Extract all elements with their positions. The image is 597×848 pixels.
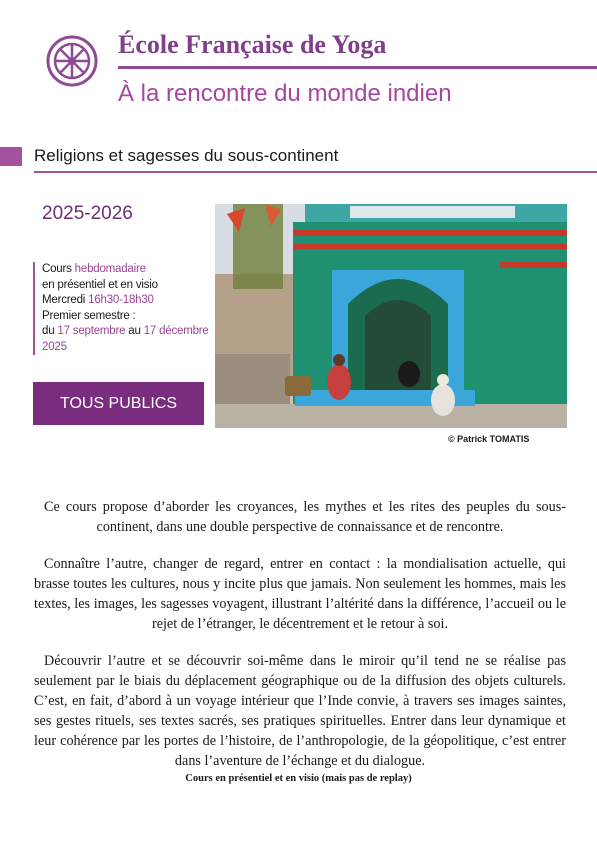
- section-divider: [34, 171, 597, 173]
- description-paragraph: Connaître l’autre, changer de regard, entrer en contact : la mondialisation actuelle, qui brasse toutes les cultures, nous y incite plus que jamais. Non seulement les hommes, mais les textes, les images, les sagesses voyagent, illustrant l’altérité dans la différence, l’accueil ou le rejet de l’étranger, le décentrement et le retour à soi.: [34, 556, 566, 632]
- info-schedule: Mercredi 16h30-18h30: [42, 294, 154, 306]
- info-format: en présentiel et en visio: [42, 278, 158, 291]
- school-title: École Française de Yoga: [118, 30, 387, 59]
- temple-photo: [215, 204, 567, 428]
- footer-note: Cours en présentiel et en visio (mais pas de replay): [185, 773, 412, 784]
- audience-badge: TOUS PUBLICS: [33, 382, 204, 425]
- course-info: [33, 262, 212, 355]
- description-paragraph: Ce cours propose d’aborder les croyances, les mythes et les rites des peuples du sous-continent, dans une double perspective de connaissance et de rencontre.: [44, 499, 566, 535]
- title-divider: [118, 66, 597, 69]
- course-year: 2025-2026: [42, 203, 133, 224]
- info-dates: du 17 septembre au 17 décembre 2025: [42, 325, 209, 353]
- course-description: [34, 497, 566, 788]
- info-frequency: Cours hebdomadaire: [42, 263, 146, 275]
- page-subtitle: À la rencontre du monde indien: [118, 80, 452, 107]
- description-paragraph: Découvrir l’autre et se découvrir soi-même dans le miroir qu’il tend ne se réalise pas seulement par le biais du déplacement géographique ou de la diffusion des objets culturels. C’est, en fait, d’abord à un voyage intérieur que l’Inde convie, à travers ses images saintes, ses gestes rituels, ses textes sacrés, ses pratiques spirituelles. Entrer dans leur dynamique et leur cohérence par les portes de l’histoire, de l’anthropologie, de la géopolitique, c’est entrer dans l’aventure de l’échange et du dialogue.: [34, 653, 566, 769]
- info-semester: Premier semestre :: [42, 309, 136, 322]
- dharma-wheel-logo: [46, 35, 98, 87]
- photo-credit: © Patrick TOMATIS: [448, 434, 530, 444]
- section-title: Religions et sagesses du sous-continent: [34, 146, 339, 165]
- section-marker: [0, 147, 22, 166]
